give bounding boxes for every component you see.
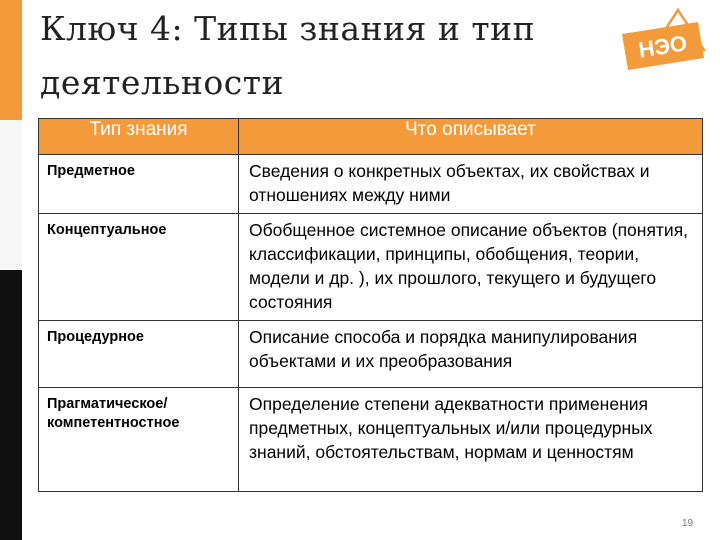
table-row: [39, 388, 703, 492]
row-description: Определение степени адекватности применения предметных, концептуальных и/или процедурных знаний, обстоятельствам, нормам и ценностям: [239, 388, 703, 492]
row-description: Сведения о конкретных объектах, их свойствах и отношениях между ними: [239, 155, 703, 214]
row-kind: Концептуальное: [39, 214, 239, 321]
table-header-row: [39, 119, 703, 155]
slide-title-line-2: деятельности: [40, 63, 284, 102]
slide-title-line-1: Ключ 4: Типы знания и тип: [40, 9, 536, 48]
row-kind: Прагматическое/ компетентностное: [39, 388, 239, 492]
header-what-describes: Что описывает: [239, 119, 703, 155]
left-bar-light-segment: [0, 120, 22, 270]
row-kind: Предметное: [39, 155, 239, 214]
left-accent-bar: [0, 0, 22, 120]
row-kind: Процедурное: [39, 321, 239, 388]
row-description: Обобщенное системное описание объектов (понятия, классификации, принципы, обобщения, теории, модели и др. ), их прошлого, текущего и будущего состояния: [239, 214, 703, 321]
left-bar-dark-segment: [0, 270, 22, 540]
neo-logo: [618, 8, 706, 78]
header-knowledge-type: Тип знания: [39, 119, 239, 155]
row-description: Описание способа и порядка манипулирования объектами и их преобразования: [239, 321, 703, 388]
table-row: [39, 214, 703, 321]
table-row: [39, 155, 703, 214]
logo-text: НЭО: [636, 30, 689, 63]
page-number: 19: [682, 518, 694, 529]
knowledge-types-table: [38, 118, 703, 492]
table-row: [39, 321, 703, 388]
slide-title: [40, 2, 620, 110]
